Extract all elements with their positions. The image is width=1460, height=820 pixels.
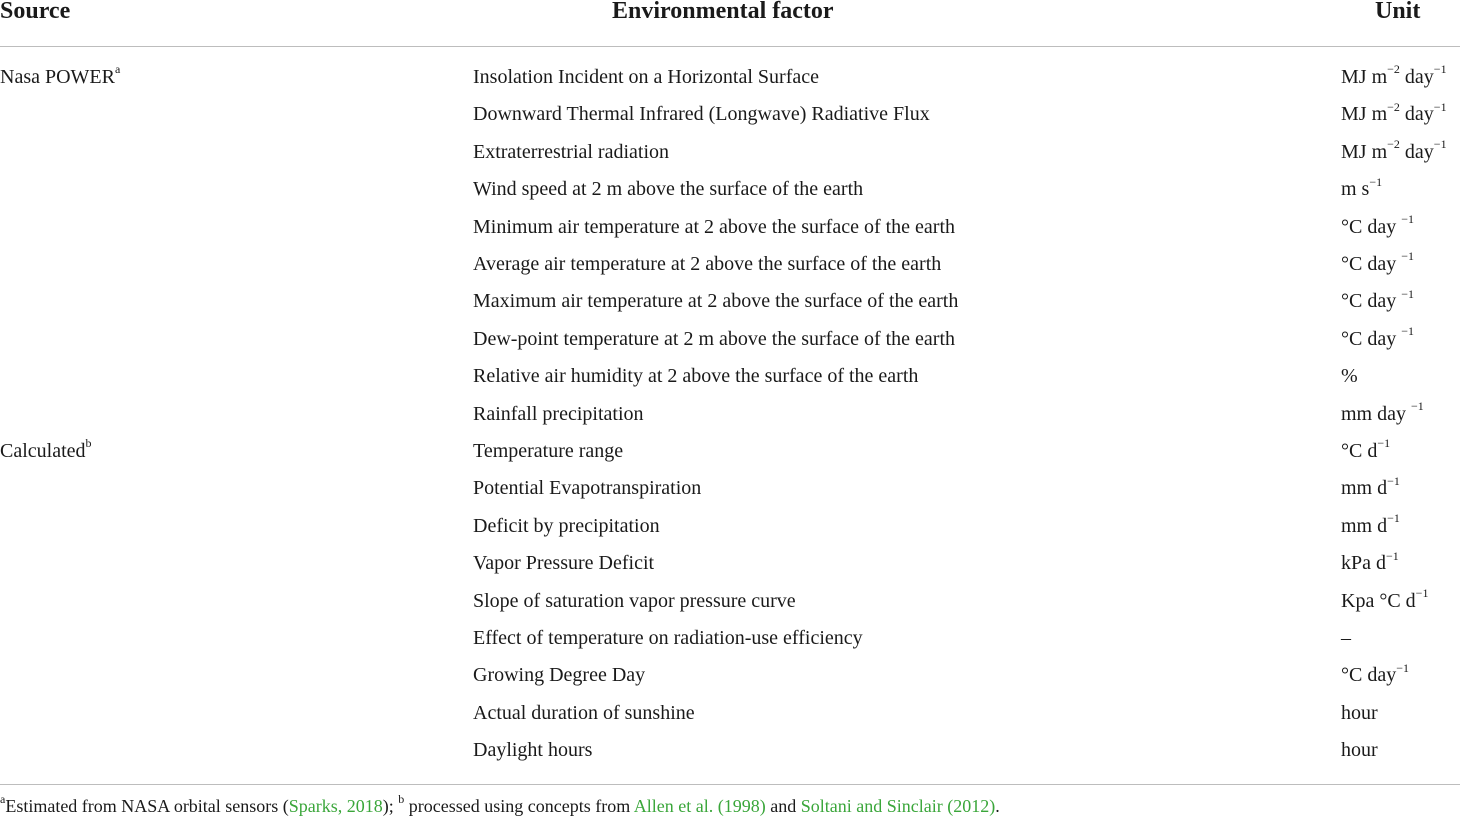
unit-base: mm d bbox=[1341, 514, 1388, 537]
factor-cell: Dew-point temperature at 2 m above the surface of the earth bbox=[473, 327, 956, 350]
factor-cell: Deficit by precipitation bbox=[473, 514, 660, 537]
unit-cell bbox=[1341, 620, 1351, 657]
unit-exponent-2: −1 bbox=[1433, 99, 1447, 114]
unit-base: m s bbox=[1341, 178, 1370, 201]
unit-cell bbox=[1341, 545, 1399, 582]
unit-cell bbox=[1341, 732, 1378, 769]
table-row bbox=[0, 545, 1460, 582]
factor-cell: Relative air humidity at 2 above the surface of the earth bbox=[473, 365, 919, 388]
unit-base: °C d bbox=[1341, 440, 1378, 462]
unit-exponent: −1 bbox=[1401, 211, 1414, 226]
factor-cell: Wind speed at 2 m above the surface of the earth bbox=[473, 178, 864, 201]
table-row bbox=[0, 321, 1460, 358]
unit-base: – bbox=[1341, 627, 1351, 649]
unit-exponent-2: −1 bbox=[1433, 137, 1447, 152]
unit-exponent: −1 bbox=[1401, 324, 1414, 339]
unit-cell bbox=[1341, 396, 1424, 433]
factor-cell: Maximum air temperature at 2 above the surface of the earth bbox=[473, 290, 959, 313]
unit-exponent: −1 bbox=[1415, 585, 1429, 600]
footnote-marker-b: b bbox=[398, 792, 405, 806]
unit-exponent-2: −1 bbox=[1433, 62, 1447, 77]
unit-exponent: −1 bbox=[1369, 174, 1383, 189]
factor-cell: Insolation Incident on a Horizontal Surface bbox=[473, 66, 819, 88]
footnote-marker-a: a bbox=[0, 792, 6, 806]
header-source: Source bbox=[0, 0, 71, 24]
header-environmental-factor: Environmental factor bbox=[612, 0, 834, 24]
unit-cell bbox=[1341, 59, 1447, 96]
unit-base-2: day bbox=[1399, 66, 1434, 88]
unit-exponent: −1 bbox=[1401, 249, 1414, 264]
unit-cell bbox=[1341, 583, 1428, 620]
unit-base: °C day bbox=[1341, 290, 1402, 313]
unit-base: °C day bbox=[1341, 215, 1402, 238]
factor-cell: Downward Thermal Infrared (Longwave) Radiative Flux bbox=[473, 103, 930, 126]
unit-base: °C day bbox=[1341, 664, 1397, 687]
table-row bbox=[0, 358, 1460, 395]
unit-exponent: −1 bbox=[1387, 511, 1400, 526]
factor-cell: Daylight hours bbox=[473, 739, 593, 762]
factor-cell: Actual duration of sunshine bbox=[473, 701, 695, 724]
table-row bbox=[0, 583, 1460, 620]
reference-link-soltani[interactable]: Soltani and Sinclair (2012) bbox=[800, 796, 996, 816]
unit-exponent: −1 bbox=[1411, 398, 1424, 413]
footnote-text-4: and bbox=[765, 796, 801, 816]
factor-cell: Average air temperature at 2 above the surface of the earth bbox=[473, 253, 942, 275]
factor-cell: Minimum air temperature at 2 above the surface of the earth bbox=[473, 215, 956, 238]
source-footnote-marker: b bbox=[85, 436, 92, 451]
table-bottom-rule bbox=[0, 784, 1460, 785]
table-row bbox=[0, 96, 1460, 133]
footnote-text-1: Estimated from NASA orbital sensors ( bbox=[5, 796, 289, 816]
unit-base: °C day bbox=[1341, 327, 1402, 350]
table-row bbox=[0, 59, 1460, 96]
table-row bbox=[0, 283, 1460, 320]
unit-cell bbox=[1341, 470, 1400, 507]
unit-cell bbox=[1341, 508, 1400, 545]
unit-exponent: −1 bbox=[1401, 286, 1414, 301]
footnote-text-3: processed using concepts from bbox=[404, 796, 634, 816]
unit-base-2: day bbox=[1399, 103, 1434, 126]
table-row bbox=[0, 246, 1460, 283]
source-label: Calculated bbox=[0, 440, 86, 462]
unit-exponent: −1 bbox=[1386, 548, 1399, 563]
table-footnote bbox=[0, 792, 1000, 820]
unit-base: MJ m bbox=[1341, 140, 1388, 163]
source-footnote-marker: a bbox=[114, 62, 121, 77]
table-top-rule bbox=[0, 46, 1460, 47]
unit-base: °C day bbox=[1341, 253, 1402, 275]
source-cell bbox=[0, 59, 120, 96]
unit-cell bbox=[1341, 657, 1409, 694]
unit-cell bbox=[1341, 358, 1358, 395]
factor-cell: Extraterrestrial radiation bbox=[473, 140, 670, 163]
unit-base: mm day bbox=[1341, 402, 1411, 425]
unit-exponent: −1 bbox=[1387, 473, 1400, 488]
unit-base: MJ m bbox=[1341, 103, 1388, 126]
table-row bbox=[0, 433, 1460, 470]
reference-link-allen[interactable]: Allen et al. (1998) bbox=[633, 796, 766, 816]
table-row bbox=[0, 396, 1460, 433]
factor-cell: Growing Degree Day bbox=[473, 664, 646, 687]
unit-exponent: −1 bbox=[1396, 660, 1409, 675]
table-row bbox=[0, 732, 1460, 769]
table-row bbox=[0, 695, 1460, 732]
unit-cell bbox=[1341, 134, 1447, 171]
unit-base: % bbox=[1341, 365, 1358, 388]
table-row bbox=[0, 171, 1460, 208]
unit-exponent: −2 bbox=[1387, 62, 1400, 77]
table-row bbox=[0, 620, 1460, 657]
unit-cell bbox=[1341, 321, 1414, 358]
table-row bbox=[0, 134, 1460, 171]
unit-base: mm d bbox=[1341, 477, 1388, 500]
reference-link-sparks[interactable]: Sparks, 2018 bbox=[288, 796, 383, 816]
factor-cell: Rainfall precipitation bbox=[473, 402, 644, 425]
footnote-text-5: . bbox=[995, 796, 1000, 816]
unit-base: hour bbox=[1341, 701, 1378, 724]
unit-exponent: −2 bbox=[1387, 137, 1400, 152]
unit-cell bbox=[1341, 171, 1382, 208]
source-label: Nasa POWER bbox=[0, 66, 115, 88]
unit-cell bbox=[1341, 433, 1390, 470]
unit-base: MJ m bbox=[1341, 66, 1388, 88]
factor-cell: Potential Evapotranspiration bbox=[473, 477, 702, 500]
unit-cell bbox=[1341, 246, 1414, 283]
table-row bbox=[0, 470, 1460, 507]
factor-cell: Slope of saturation vapor pressure curve bbox=[473, 589, 796, 612]
unit-cell bbox=[1341, 96, 1447, 133]
unit-base: kPa d bbox=[1341, 552, 1386, 575]
factor-cell: Effect of temperature on radiation-use efficiency bbox=[473, 627, 863, 649]
unit-cell bbox=[1341, 283, 1414, 320]
footnote-text-2: ); bbox=[382, 796, 399, 816]
factor-cell: Vapor Pressure Deficit bbox=[473, 552, 655, 575]
table-row bbox=[0, 209, 1460, 246]
table-row bbox=[0, 657, 1460, 694]
unit-cell bbox=[1341, 209, 1414, 246]
source-cell bbox=[0, 433, 92, 470]
header-unit: Unit bbox=[1375, 0, 1421, 24]
unit-exponent: −1 bbox=[1377, 436, 1391, 451]
unit-base: hour bbox=[1341, 739, 1378, 762]
unit-base-2: day bbox=[1399, 140, 1434, 163]
unit-cell bbox=[1341, 695, 1378, 732]
unit-base: Kpa °C d bbox=[1341, 589, 1416, 612]
table-row bbox=[0, 508, 1460, 545]
unit-exponent: −2 bbox=[1387, 99, 1400, 114]
factor-cell: Temperature range bbox=[473, 440, 624, 462]
